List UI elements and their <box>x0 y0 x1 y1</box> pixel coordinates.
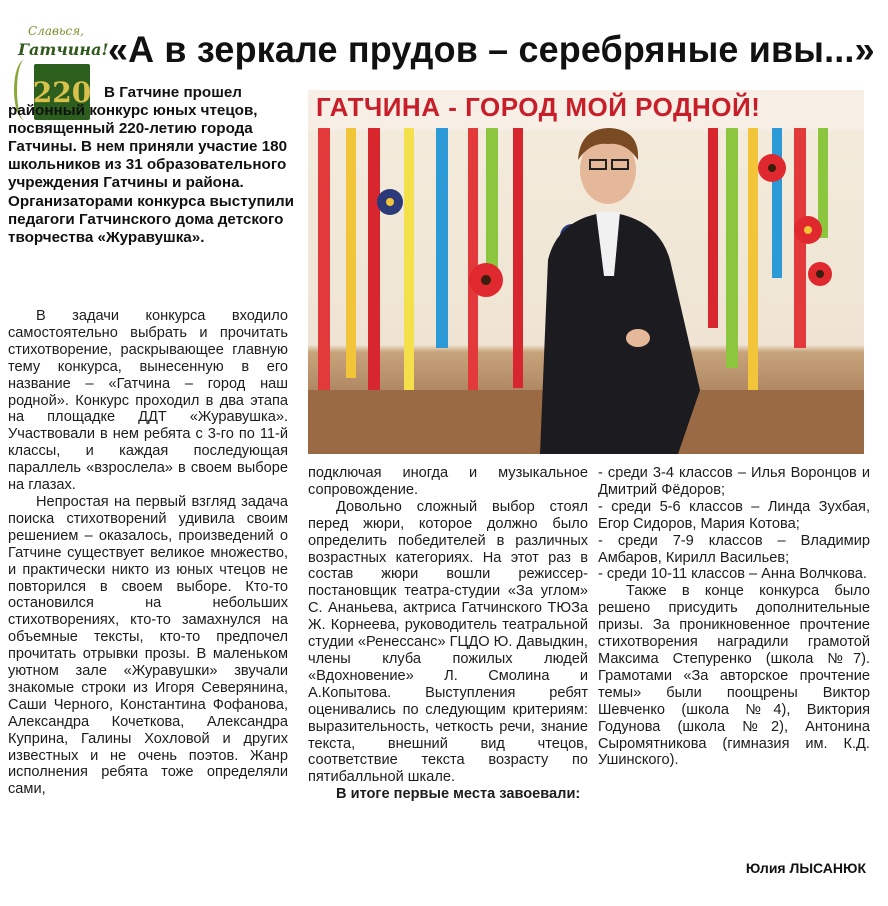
author-signature: Юлия ЛЫСАНЮК <box>745 860 866 876</box>
lead-text: В Гатчине прошел районный конкурс юных чтецов, посвященный 220-летию города Гатчины. В нем приняли участие 180 школьников из 31 образовательного учреждения Гатчины и района. Организаторами конкурса выступили педагоги Гатчинского дома детского творчества «Журавушка». <box>8 84 294 246</box>
list-item: - среди 3-4 классов – Илья Воронцов и Дмитрий Фёдоров; <box>598 465 870 498</box>
ribbon <box>772 128 782 278</box>
ribbon <box>513 128 523 388</box>
logo-script-text: Славься, <box>28 24 84 38</box>
ribbon <box>318 128 330 428</box>
paragraph: В задачи конкурса входило самостоятельно выбрать и прочитать стихотворение, раскрывающее главную тему конкурса, вынесенную в его название – «Гатчина – город наш родной». Конкурс проходил в два этапа на площадке ДДТ «Журавушка». Участвовали в нем ребята с 3-го по 11-й классы, и каждая последующая параллель «взрослела» в своем выборе на глазах. <box>8 308 288 494</box>
paragraph: Также в конце конкурса было решено присудить дополнительные призы. За проникновенное прочтение стихотворения наградили грамотой Максима Степуренко (школа №7). Грамотами «За авторское прочтение темы» были поощрены Виктор Шевченко (школа №4), Виктория Годунова (школа №2), Антонина Сыромятникова (гимназия им. К.Д. Ушинского). <box>598 583 870 769</box>
banner-text: ГАТЧИНА - ГОРОД МОЙ РОДНОЙ! <box>316 92 761 122</box>
ribbon <box>726 128 738 368</box>
ribbon <box>708 128 718 328</box>
ribbon <box>436 128 448 348</box>
ribbon <box>404 128 414 418</box>
reader-boy <box>540 128 700 454</box>
ribbon <box>468 128 478 398</box>
ribbon <box>748 128 758 398</box>
paragraph: Довольно сложный выбор стоял перед жюри, которое должно было определить победителей в различных возрастных категориях. На этот раз в состав жюри вошли режиссер-постановщик театра-студии «За углом» С. Ананьева, актриса Гатчинского ТЮЗа Ж. Корнеева, руководитель театральной студии «Ренессанс» ГЦДО Ю. Давыдкин, члены клуба пожилых людей «Вдохновение» Л. Смолина и А.Копытова. Выступления ребят оценивались по следующим критериям: выразительность, четкость речи, знание текста, внешний вид чтецов, соответствие текста возрасту по пятибалльной шкале. <box>308 498 588 786</box>
article-photo <box>308 90 864 454</box>
article-column-2 <box>308 465 588 803</box>
list-item: - среди 5-6 классов – Линда Зухбая, Егор Сидоров, Мария Котова; <box>598 498 870 532</box>
ribbon <box>818 128 828 238</box>
ribbon <box>346 128 356 378</box>
list-item: - среди 10-11 классов – Анна Волчкова. <box>598 566 867 583</box>
article-column-3 <box>598 465 870 769</box>
article-headline: «А в зеркале прудов – серебряные ивы...» <box>108 29 875 70</box>
logo-badge: 220 <box>34 64 90 120</box>
photo-scene <box>308 90 864 454</box>
paragraph-results-heading: В итоге первые места завоевали: <box>336 786 581 803</box>
paragraph: Непростая на первый взгляд задача поиска стихотворений удивила своим решением – оказалось, произведений о Гатчине существует великое множество, и практически никто из юных чтецов не повторился в своем выборе. Кто-то остановился на небольших стихотворениях, кто-то замахнулся на объемные тексты, кто-то предпочел прочитать отрывки прозы. В маленьком уютном зале «Журавушки» звучали знакомые строки из Игоря Северянина, Саши Черного, Константина Фофанова, Александра Кочеткова, Александра Куприна, Галины Хохловой и других известных и не очень поэтов. Жанр исполнения ребята тоже определяли сами, <box>8 493 288 798</box>
list-item: - среди 7-9 классов – Владимир Амбаров, Кирилл Васильев; <box>598 532 870 566</box>
logo-city-text: Гатчина! <box>18 40 109 59</box>
article-lead <box>8 84 294 247</box>
article-column-1 <box>8 308 288 798</box>
paragraph: подключая иногда и музыкальное сопровождение. <box>308 465 588 498</box>
